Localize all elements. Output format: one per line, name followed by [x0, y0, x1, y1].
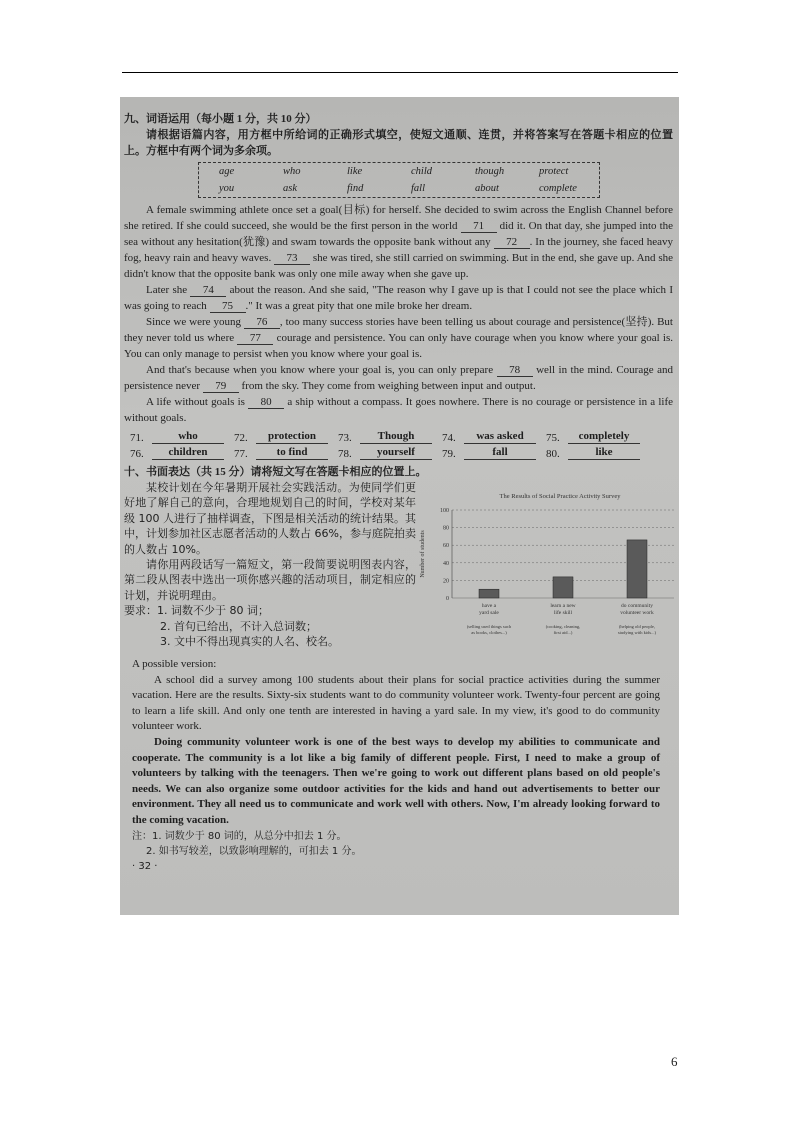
- word-box-row: [199, 163, 599, 180]
- answer-number: 72.: [234, 432, 248, 444]
- answer-value: protection: [256, 430, 328, 444]
- blank-number: 78: [497, 364, 533, 377]
- model-essay: [132, 657, 660, 874]
- bar: [627, 540, 647, 598]
- blank-number: 71: [461, 220, 497, 233]
- passage-paragraph: [124, 202, 673, 282]
- word-option: about: [475, 183, 499, 194]
- answer-number: 73.: [338, 432, 352, 444]
- y-tick-label: 20: [443, 578, 449, 585]
- section10-title: 十、书面表达（共 15 分）请将短文写在答题卡相应的位置上。: [124, 466, 427, 478]
- passage-paragraph: [124, 282, 673, 314]
- version-label: A possible version:: [132, 658, 217, 670]
- section9: [124, 111, 673, 159]
- header-rule: [122, 72, 678, 73]
- x-tick-label: do community volunteer work: [620, 603, 654, 616]
- word-option: age: [219, 166, 235, 177]
- word-option: complete: [539, 183, 577, 194]
- req-label: 要求：: [124, 604, 157, 618]
- passage-text: Since we were young: [146, 316, 244, 328]
- answer-number: 76.: [130, 448, 144, 460]
- answer-key: [130, 428, 670, 460]
- passage-text: about the reason. And she said, "The reason why I gave up is that I could not see the place which I was going to reach: [124, 284, 673, 312]
- page-number: 6: [671, 1054, 678, 1069]
- passage-text: ." It was a great pity that one mile broke her dream.: [245, 300, 473, 312]
- y-tick-label: 100: [440, 508, 449, 514]
- bar: [479, 589, 499, 598]
- y-axis-label: Number of students: [420, 530, 426, 578]
- answer-number: 79.: [442, 448, 456, 460]
- x-tick-label: learn a new life skill: [550, 603, 576, 616]
- answer-value: fall: [464, 446, 536, 460]
- chart-title: The Results of Social Practice Activity Survey: [499, 493, 621, 500]
- survey-bar-chart: [410, 488, 680, 653]
- book-page-number: · 32 ·: [132, 860, 158, 872]
- answer-number: 74.: [442, 432, 456, 444]
- answer-number: 78.: [338, 448, 352, 460]
- passage-text: And that's because when you know where your goal is, you can only prepare: [146, 364, 497, 376]
- answer-row: [130, 444, 670, 460]
- word-box: [198, 162, 600, 198]
- y-tick-label: 60: [443, 543, 449, 550]
- x-tick-label: have a yard sale: [479, 603, 499, 616]
- blank-number: 75: [210, 300, 246, 313]
- answer-value: children: [152, 446, 224, 460]
- blank-number: 77: [237, 332, 273, 345]
- answer-row: [130, 428, 670, 444]
- passage-paragraph: [124, 314, 673, 362]
- word-option: like: [347, 166, 363, 177]
- answer-number: 77.: [234, 448, 248, 460]
- passage-text: a ship without a compass. It goes nowhere. There is no courage or persistence in a life without goals.: [124, 396, 673, 424]
- y-tick-label: 0: [446, 596, 449, 602]
- word-option: though: [475, 166, 505, 177]
- passage-text: Later she: [146, 284, 191, 296]
- passage-text: well in the mind. Courage and persistence never: [124, 364, 673, 392]
- prompt-p1: 某校计划在今年暑期开展社会实践活动。为使同学们更好地了解自己的意向，合理地规划自己的时间，学校对某年级 100 人进行了抽样调查，下图是相关活动的统计结果。其中，计划参加社区志愿者活动的人数占 66%，参与庭院拍卖的人数占 10%。: [124, 481, 416, 556]
- word-option: you: [219, 183, 235, 194]
- req-3: 3. 文中不得出现真实的人名、校名。: [160, 635, 339, 649]
- blank-number: 80: [248, 396, 284, 409]
- x-tick-note: (helping old people, studying with kids...): [617, 624, 657, 635]
- answer-value: completely: [568, 430, 640, 444]
- req-1: 1. 词数不少于 80 词；: [157, 604, 269, 618]
- note-1: 注：1. 词数少于 80 词的，从总分中扣去 1 分。: [132, 830, 347, 842]
- answer-number: 80.: [546, 448, 560, 460]
- word-option: find: [347, 183, 364, 194]
- prompt-p2: 请你用两段话写一篇短文，第一段简要说明图表内容，第二段从图表中选出一项你感兴趣的活动项目，制定相应的计划，并说明理由。: [124, 558, 416, 602]
- y-tick-label: 80: [443, 525, 449, 532]
- answer-value: yourself: [360, 446, 432, 460]
- word-option: child: [411, 166, 432, 177]
- answer-value: was asked: [464, 430, 536, 444]
- answer-value: Though: [360, 430, 432, 444]
- note-2: 2. 如书写较差，以致影响理解的，可扣去 1 分。: [146, 845, 362, 857]
- section10-prompt: [124, 480, 416, 649]
- blank-number: 79: [203, 380, 239, 393]
- bar: [553, 577, 573, 598]
- x-tick-note: (selling used things such as books, clothes...): [466, 624, 512, 635]
- answer-number: 75.: [546, 432, 560, 444]
- word-option: who: [283, 166, 301, 177]
- answer-value: who: [152, 430, 224, 444]
- passage-text: she was tired, she still carried on swimming. But in the end, she gave up. And she didn't know that the opposite bank was only one mile away when she gave up.: [124, 252, 673, 280]
- section10-body: [124, 480, 673, 653]
- passage-text: , too many success stories have been telling us about courage and persistence(坚持). But they never told us where: [124, 316, 673, 344]
- blank-number: 73: [274, 252, 310, 265]
- y-tick-label: 40: [443, 560, 449, 567]
- word-option: fall: [411, 183, 426, 194]
- passage-text: A female swimming athlete once set a goal(目标) for herself. She decided to swim across the English Channel before she retired. If she could succeed, she would be the first person in the world: [124, 204, 673, 232]
- passage-text: did it. On that day, she jumped into the sea without any hesitation(犹豫) and swam towards the opposite bank without any: [124, 220, 674, 248]
- passage-text: courage and persistence. You can only have courage when you know where your goal is. You can only manage to persist when you know where your goal is.: [124, 332, 673, 360]
- blank-number: 74: [190, 284, 226, 297]
- word-box-row: [199, 180, 599, 197]
- passage-paragraph: [124, 394, 673, 426]
- req-2: 2. 首句已给出，不计入总词数；: [160, 619, 317, 633]
- word-option: protect: [539, 166, 569, 177]
- passage-text: from the sky. They come from weighing between input and output.: [238, 380, 536, 392]
- blank-number: 76: [244, 316, 280, 329]
- section9-instructions: 请根据语篇内容，用方框中所给词的正确形式填空，使短文通顺、连贯，并将答案写在答题卡相应的位置上。方框中有两个词为多余项。: [124, 129, 673, 157]
- passage-paragraph: [124, 362, 673, 394]
- essay-p2: Doing community volunteer work is one of the best ways to develop my abilities to communicate and cooperate. The community is a lot like a big family of different people. First, I need to make a group of volunteers by talking with the teenagers. Then we're going to work out different plans based on old people's needs. We can also organize some outdoor activities for the kids and hand out advertisements to better our environment. They all need us to communicate and work well with others. Now, I'm already looking forward to the coming vacation.: [132, 735, 660, 826]
- cloze-passage: [124, 202, 673, 426]
- section9-title: 九、词语运用（每小题 1 分，共 10 分）: [124, 113, 317, 125]
- answer-number: 71.: [130, 432, 144, 444]
- x-tick-note: (cooking, cleaning, first aid...): [545, 624, 581, 635]
- answer-value: to find: [256, 446, 328, 460]
- answer-value: like: [568, 446, 640, 460]
- scanned-exam-page: [120, 97, 679, 915]
- essay-p1: A school did a survey among 100 students about their plans for social practice activities during the summer vacation. Here are the results. Sixty-six students want to do community volunteer work. Twenty-four percent are going to learn a life skill. And only one tenth are interested in having a yard sale. In my view, it's good to do community volunteer work.: [132, 673, 660, 733]
- passage-text: A life without goals is: [146, 396, 249, 408]
- word-option: ask: [283, 183, 297, 194]
- blank-number: 72: [494, 236, 530, 249]
- passage-text: . In the journey, she faced heavy fog, heavy rain and heavy waves.: [124, 236, 673, 264]
